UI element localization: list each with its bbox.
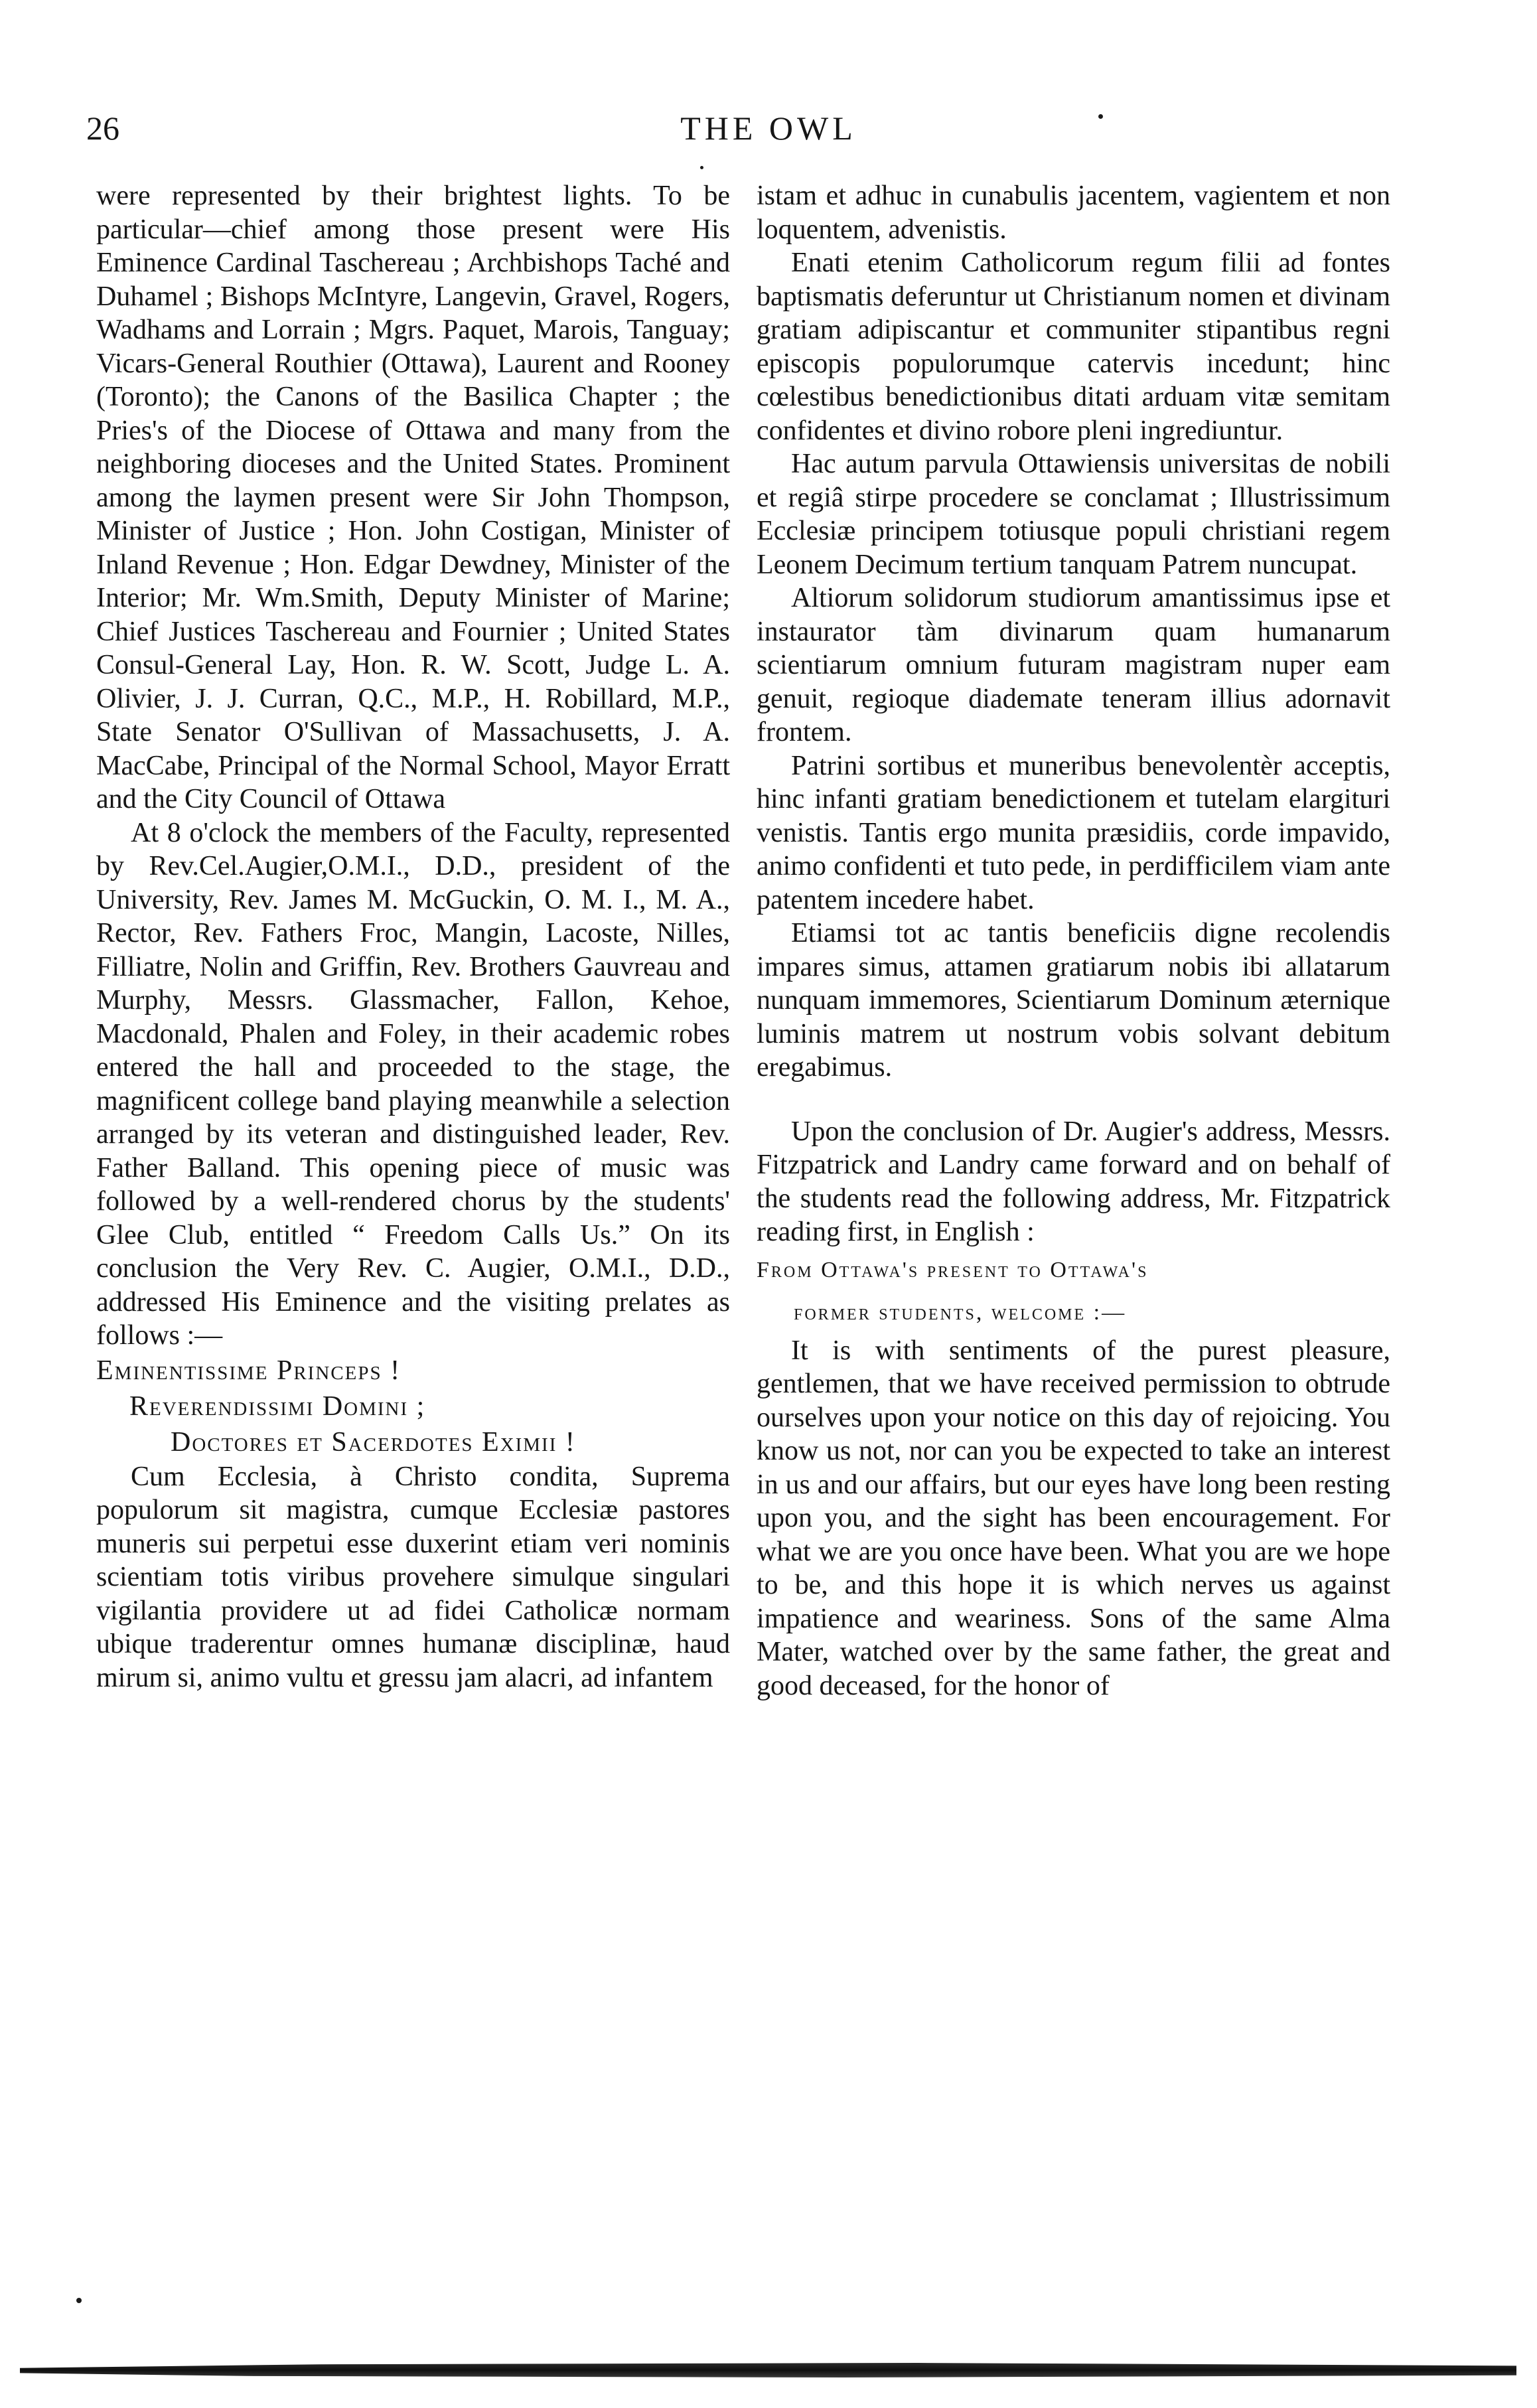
print-speck: [700, 166, 703, 169]
body-paragraph: It is with sentiments of the purest pleasure, gentlemen, that we have received permission to obtrude ourselves upon your notice on this day of rejoicing. You know us not, nor can you be expected to take an interest in us and our affairs, but our eyes have long been resting upon you, and the sight has been encouragement. For what we are you once have been. What you are we hope to be, and this hope it is which nerves us against impatience and weariness. Sons of the same Alma Mater, watched over by the same father, the great and good deceased, for the honor of: [757, 1335, 1390, 1701]
running-head: THE OWL: [680, 110, 857, 147]
salutation-line: Reverendissimi Domini ;: [129, 1391, 426, 1422]
latin-paragraph: Etiamsi tot ac tantis beneficiis digne recolendis impares simus, attamen gratiarum nobis ibi allatarum nunquam immemores, Scientiarum Dominum æternique luminis matrem ut nostrum vobis solvant debitum eregabimus.: [757, 918, 1390, 1083]
section-heading-line: former students, welcome :—: [794, 1300, 1127, 1325]
latin-paragraph: istam et adhuc in cunabulis jacentem, vagientem et non loquentem, advenistis.: [757, 181, 1390, 245]
body-paragraph: At 8 o'clock the members of the Faculty, represented by Rev.Cel.Augier,O.M.I., D.D., president of the University, Rev. James M. McGuckin, O. M. I., M. A., Rector, Rev. Fathers Froc, Mangin, Lacoste, Nilles, Filliatre, Nolin and Griffin, Rev. Brothers Gauvreau and Murphy, Messrs. Glassmacher, Fallon, Kehoe, Macdonald, Phalen and Foley, in their academic robes entered the hall and proceeded to the stage, the magnificent college band playing meanwhile a selection arranged by its veteran and distinguished leader, Rev. Father Balland. This opening piece of music was followed by a well-rendered chorus by the students' Glee Club, entitled “ Freedom Calls Us.” On its conclusion the Very Rev. C. Augier, O.M.I., D.D., addressed His Eminence and the visiting prelates as follows :—: [96, 817, 730, 1351]
latin-paragraph: Cum Ecclesia, à Christo condita, Suprema populorum sit magistra, cumque Ecclesiæ pastores muneris sui perpetui esse duxerint etiam veri nominis scientiam totis viribus provehere simulque singulari vigilantia providere ut ad fidei Catholicæ normam ubique traderentur omnes humanæ disciplinæ, haud mirum si, animo vultu et gressu jam alacri, ad infantem: [96, 1461, 730, 1693]
print-speck: [1098, 114, 1103, 119]
right-column: [757, 179, 1390, 1702]
latin-paragraph: Enati etenim Catholicorum regum filii ad fontes baptismatis deferuntur ut Christianum nomen et divinam gratiam adipiscantur et communiter stipantibus regni episcopis populorumque catervis incedunt; hinc cœlestibus benedictionibus ditati arduam vitæ semitam confidentes et divino robore pleni ingrediuntur.: [757, 248, 1390, 446]
latin-paragraph: Patrini sortibus et muneribus benevolentèr acceptis, hinc infanti gratiam benedictionem et tutelam elargituri venistis. Tantis ergo munita præsidiis, corde impavido, animo confidenti et tuto pede, in perdifficilem viam ante patentem incedere habet.: [757, 750, 1390, 915]
latin-paragraph: Hac autum parvula Ottawiensis universitas de nobili et regiâ stirpe procedere se conclamat ; Illustrissimum Ecclesiæ principem totiusque populi christiani regem Leonem Decimum tertium tanquam Patrem nuncupat.: [757, 449, 1390, 580]
salutation-line: Eminentissime Princeps !: [96, 1355, 402, 1386]
print-speck: [76, 2298, 82, 2303]
left-column: [96, 179, 730, 1694]
salutation-line: Doctores et Sacerdotes Eximii !: [171, 1426, 576, 1458]
bottom-rule: [20, 2363, 1516, 2377]
section-heading: [757, 1249, 1390, 1334]
latin-paragraph: Altiorum solidorum studiorum amantissimus ipse et instaurator tàm divinarum quam humanarum scientiarum omnium futuram magistram nuper eam genuit, regioque diademate teneram illius adornavit frontem.: [757, 583, 1390, 747]
section-heading-line: From Ottawa's present to Ottawa's: [757, 1257, 1149, 1282]
body-paragraph: Upon the conclusion of Dr. Augier's address, Messrs. Fitzpatrick and Landry came forward and on behalf of the students read the following address, Mr. Fitzpatrick reading first, in English :: [757, 1116, 1390, 1247]
body-paragraph: were represented by their brightest lights. To be particular—chief among those present were His Eminence Cardinal Taschereau ; Archbishops Taché and Duhamel ; Bishops McIntyre, Langevin, Gravel, Rogers, Wadhams and Lorrain ; Mgrs. Paquet, Marois, Tanguay; Vicars-General Routhier (Ottawa), Laurent and Rooney (Toronto); the Canons of the Basilica Chapter ; the Pries's of the Diocese of Ottawa and many from the neighboring dioceses and the United States. Prominent among the laymen present were Sir John Thompson, Minister of Justice ; Hon. John Costigan, Minister of Inland Revenue ; Hon. Edgar Dewdney, Minister of the Interior; Mr. Wm.Smith, Deputy Minister of Marine; Chief Justices Taschereau and Fournier ; United States Consul-General Lay, Hon. R. W. Scott, Judge L. A. Olivier, J. J. Curran, Q.C., M.P., H. Robillard, M.P., State Senator O'Sullivan of Massachusetts, J. A. MacCabe, Principal of the Normal School, Mayor Erratt and the City Council of Ottawa: [96, 181, 730, 814]
page-number: 26: [86, 110, 119, 147]
